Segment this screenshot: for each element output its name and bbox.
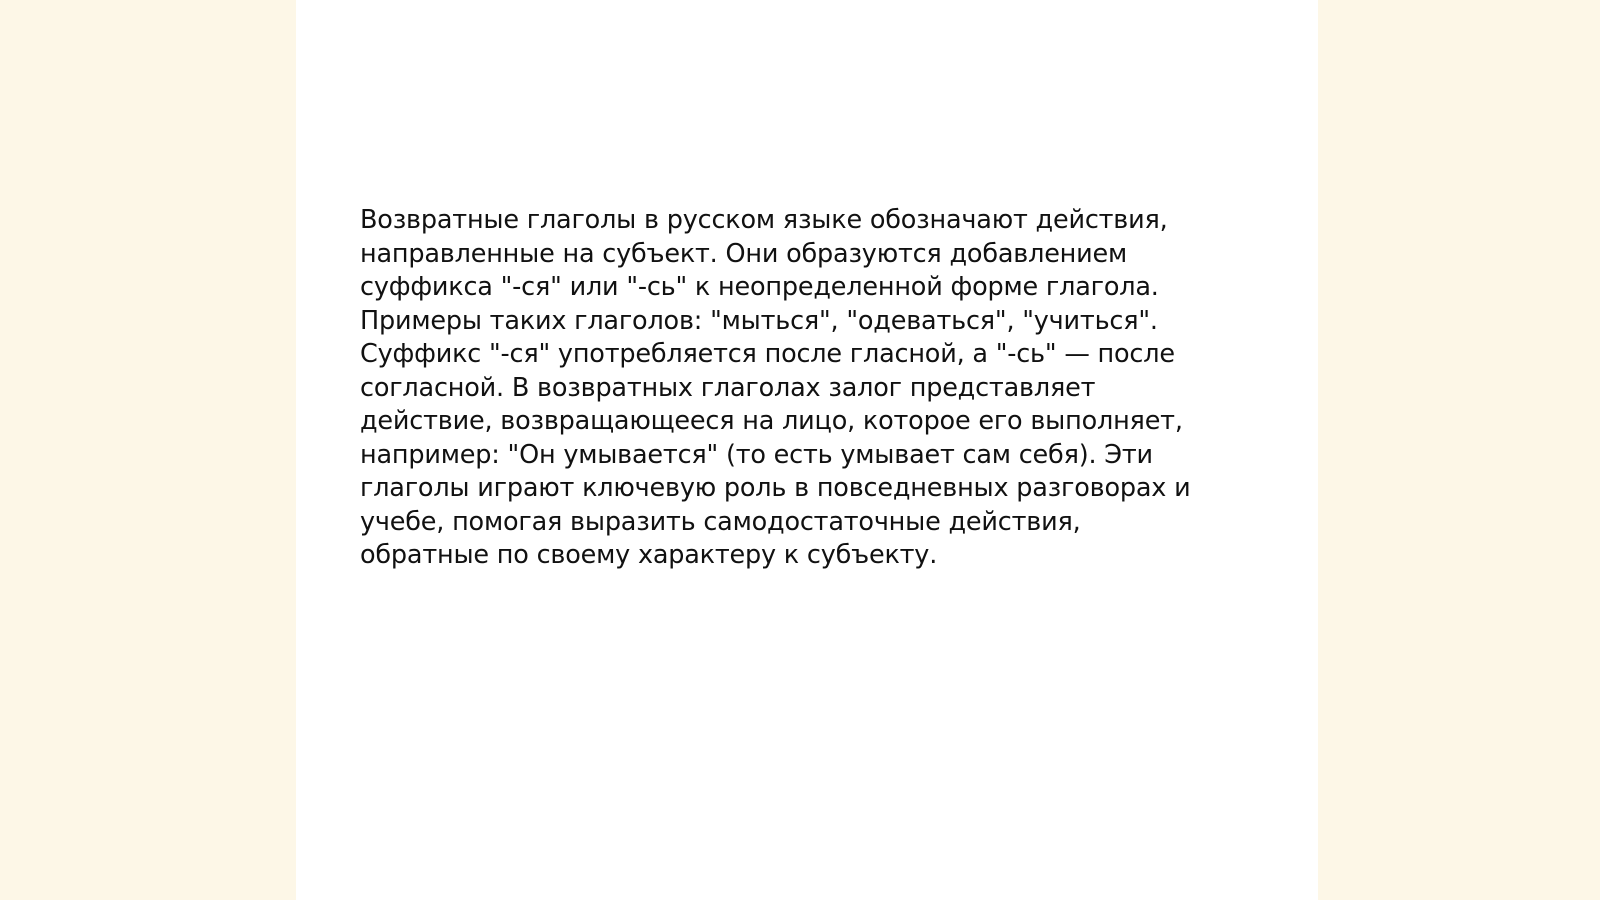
paragraph-line: Возвратные глаголы в русском языке обозначают действия,	[360, 205, 1168, 235]
paragraph-line: например: "Он умывается" (то есть умывает сам себя). Эти	[360, 439, 1153, 470]
document-page	[296, 0, 1318, 900]
paragraph-line: Примеры таких глаголов: "мыться", "одеваться", "учиться".	[360, 305, 1158, 336]
body-paragraph	[360, 204, 1240, 573]
paragraph-line: обратные по своему характеру к субъекту.	[360, 540, 938, 570]
paragraph-line: глаголы играют ключевую роль в повседневных разговорах и	[360, 473, 1191, 503]
paragraph-line: согласной. В возвратных глаголах залог представляет	[360, 372, 1096, 403]
paragraph-line: действие, возвращающееся на лицо, которое его выполняет,	[360, 406, 1183, 436]
paragraph-line: направленные на субъект. Они образуются добавлением	[360, 238, 1128, 269]
paragraph-line: учебе, помогая выразить самодостаточные действия,	[360, 506, 1081, 537]
paragraph-line: суффикса "-ся" или "-сь" к неопределенной форме глагола.	[360, 272, 1159, 302]
paragraph-line: Суффикс "-ся" употребляется после гласной, а "-сь" — после	[360, 339, 1175, 369]
